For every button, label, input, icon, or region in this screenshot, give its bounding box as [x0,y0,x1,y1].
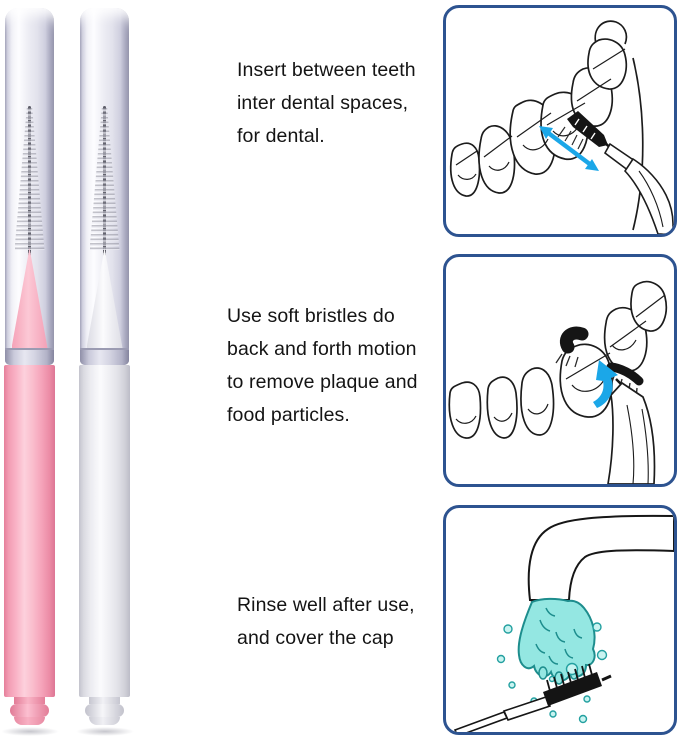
brush-handle-barrel [79,365,130,697]
cheek-curve [633,58,643,230]
end-cap-tip [14,717,45,725]
pink-interdental-brush [4,0,55,738]
clear-cap [80,8,129,365]
end-cap-neck [14,697,45,704]
step3-line1: Rinse well after use, [237,594,415,616]
step1-text [237,54,416,153]
brush-bristles [15,108,45,250]
step1-line2: inter dental spaces, [237,92,409,114]
end-cap-tip [89,717,120,725]
brush-handle [625,159,673,234]
faucet-drawing [529,516,674,604]
step2-line4: food particles. [227,404,350,426]
brush-end-cap [79,697,130,726]
rinse-illustration [446,508,674,732]
step2-line2: back and forth motion [227,338,417,360]
step1-line3: for dental. [237,125,325,147]
handle-cone-tip [87,248,123,348]
brush-ferrule [504,697,550,720]
step3-illustration-panel [443,505,677,735]
end-cap-ring [85,704,124,717]
teeth-row [451,21,627,196]
step2-text [227,300,418,432]
step2-illustration-panel [443,254,677,487]
step2-line1: Use soft bristles do [227,305,395,327]
brush-bristles [90,108,120,250]
teeth-insert-illustration [446,8,674,234]
handle-cone-tip [12,248,48,348]
cap-rim [5,348,54,365]
step2-line3: to remove plaque and [227,371,418,393]
brush-handle-barrel [4,365,55,697]
brush-shadow [1,727,59,736]
clear-cap [5,8,54,365]
brush-end-cap [4,697,55,726]
cap-rim [80,348,129,365]
step3-line2: and cover the cap [237,627,394,649]
step1-line1: Insert between teeth [237,59,416,81]
white-interdental-brush [79,0,130,738]
step3-text [237,589,415,655]
end-cap-ring [10,704,49,717]
end-cap-neck [89,697,120,704]
teeth-sweep-illustration [446,257,674,484]
brush-shadow [76,727,134,736]
step1-illustration-panel [443,5,677,237]
